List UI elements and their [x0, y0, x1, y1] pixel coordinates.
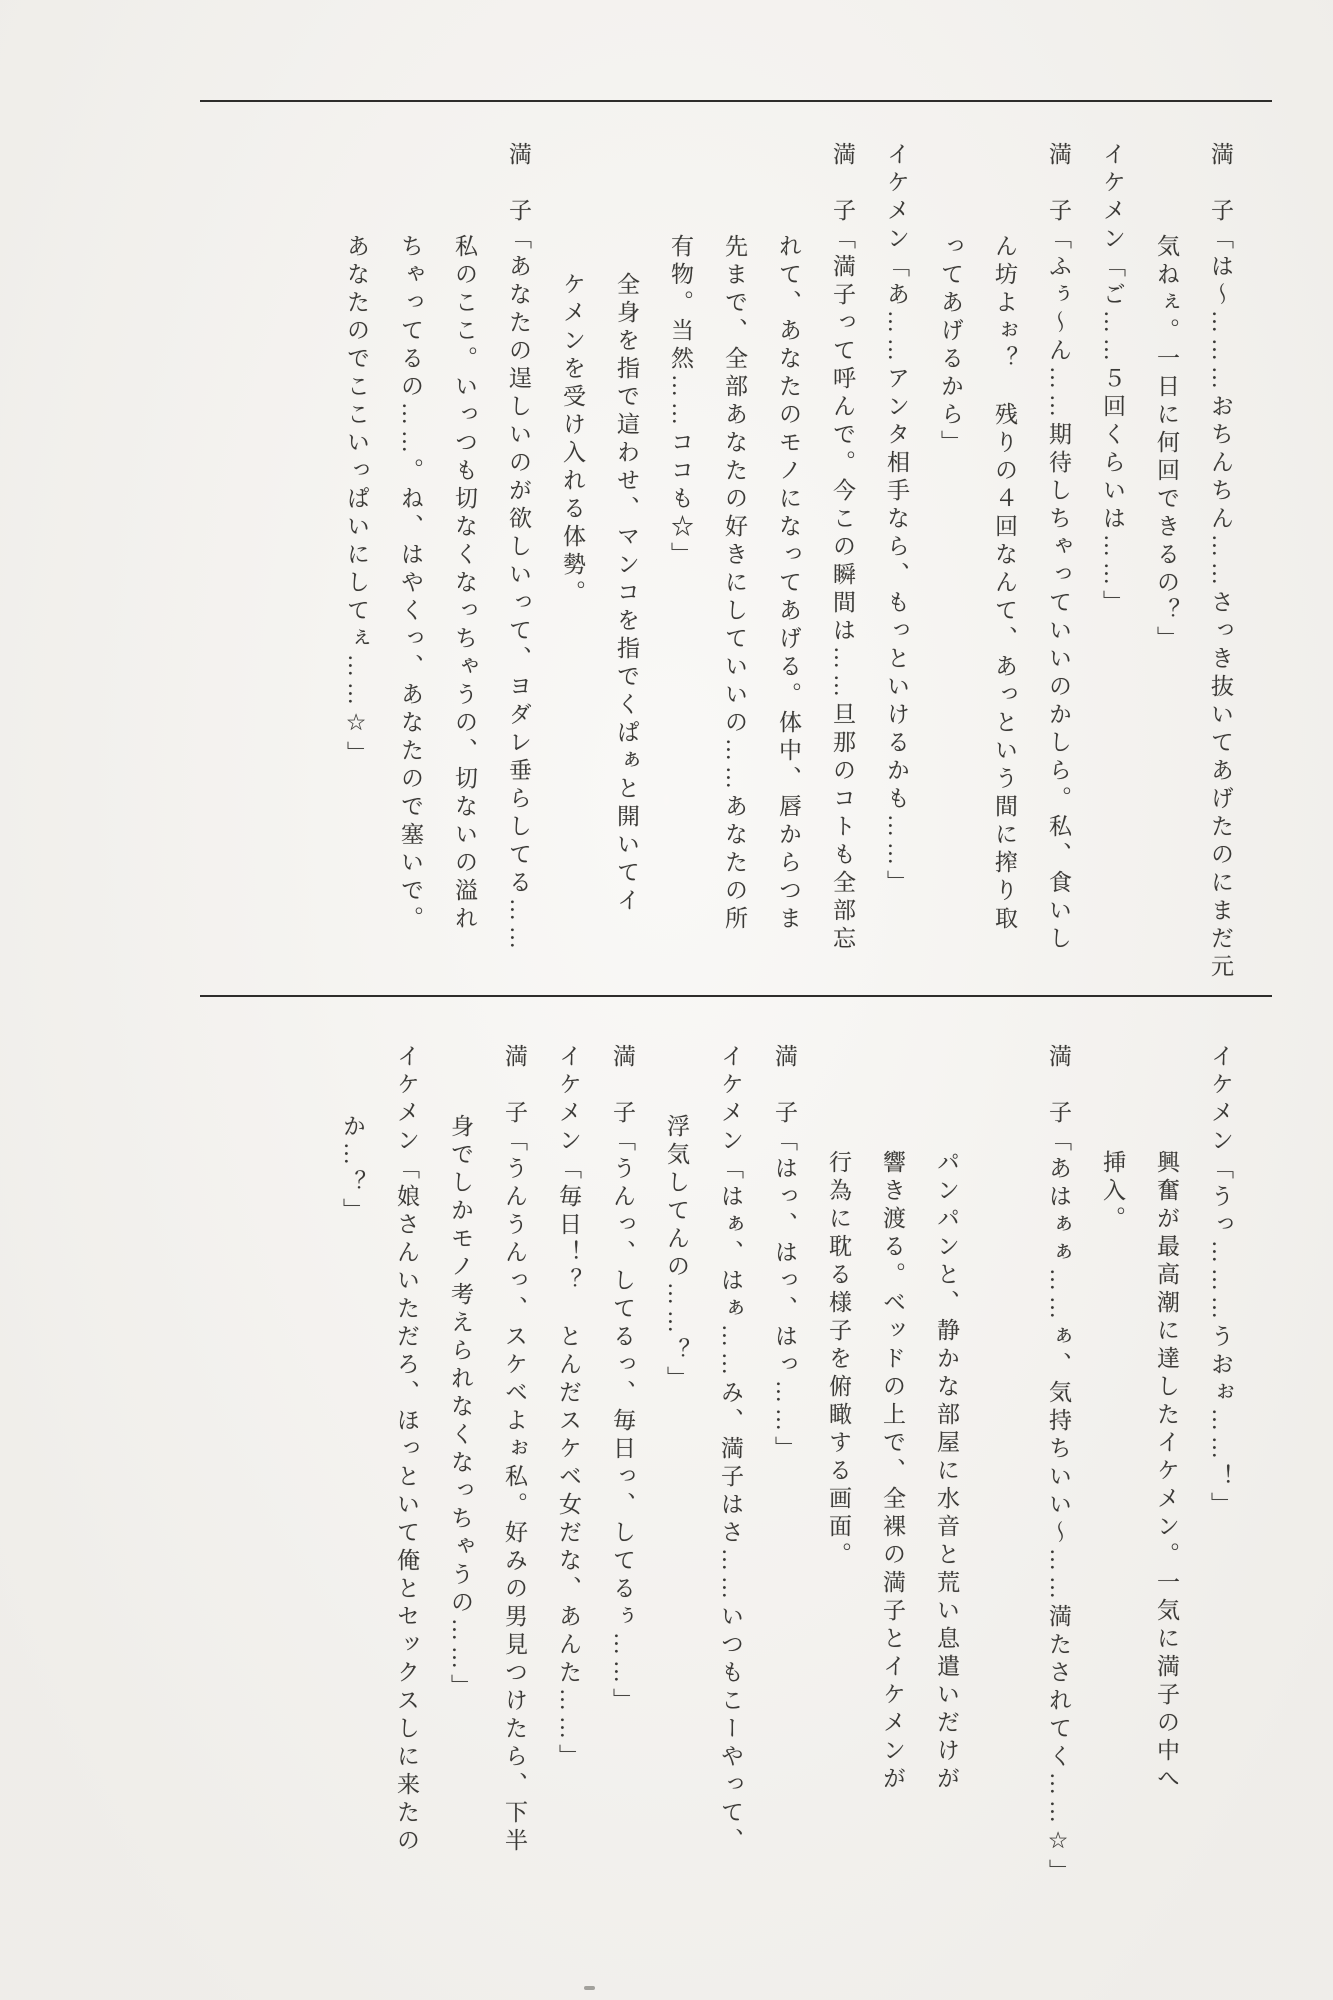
- dialogue-column: 身でしかモノ考えられなくなっちゃうの……」: [448, 1114, 473, 1702]
- narration-column: 行為に耽る様子を俯瞰する画面。: [826, 1150, 851, 1570]
- narration-column: 全身を指で這わせ、マンコを指でくぱぁと開いてイ: [614, 272, 639, 916]
- narration-column: ケメンを受け入れる体勢。: [560, 272, 585, 608]
- dialogue-column: 満 子「ふぅ～ん……期待しちゃっていいのかしら。私、食いし: [1046, 142, 1071, 954]
- dialogue-column: ん坊よぉ？ 残りの４回なんて、あっという間に搾り取: [992, 234, 1017, 934]
- narration-column: パンパンと、静かな部屋に水音と荒い息遣いだけが: [934, 1150, 959, 1794]
- script-section-lower: [230, 1012, 1232, 1972]
- dialogue-column: 私のここ。いっつも切なくなっちゃうの、切ないの溢れ: [452, 234, 477, 934]
- narration-column: 響き渡る。ベッドの上で、全裸の満子とイケメンが: [880, 1150, 905, 1794]
- dialogue-column: 満 子「はっ、はっ、はっ……」: [772, 1044, 797, 1464]
- dialogue-column: イケメン「はぁ、はぁ……み、満子はさ……いつもこーやって、: [718, 1044, 743, 1856]
- script-section-upper: [230, 112, 1232, 980]
- dialogue-column: れて、あなたのモノになってあげる。体中、唇からつま: [776, 234, 801, 934]
- dialogue-column: あなたのでここいっぱいにしてぇ……☆」: [344, 234, 369, 769]
- dialogue-column: ってあげるから」: [938, 234, 963, 458]
- section-divider-rule: [200, 995, 1272, 997]
- dialogue-column: 気ねぇ。一日に何回できるの？」: [1154, 234, 1179, 654]
- dialogue-column: 浮気してんの……？」: [664, 1114, 689, 1394]
- dialogue-column: ちゃってるの……。ね、はやくっ、あなたので塞いで。: [398, 234, 423, 934]
- dialogue-column: イケメン「あ……アンタ相手なら、もっといけるかも……」: [884, 142, 909, 898]
- dialogue-column: 満 子「満子って呼んで。今この瞬間は……旦那のコトも全部忘: [830, 142, 855, 954]
- dialogue-column: 満 子「あはぁぁ……ぁ、気持ちいい～……満たされてく……☆」: [1046, 1044, 1071, 1887]
- dialogue-column: イケメン「うっ………うおぉ……！」: [1208, 1044, 1233, 1520]
- narration-column: 挿入。: [1100, 1150, 1125, 1234]
- dialogue-column: イケメン「娘さんいただろ、ほっといて俺とセックスしに来たの: [394, 1044, 419, 1856]
- dialogue-column: 満 子「は～………おちんちん……さっき抜いてあげたのにまだ元: [1208, 142, 1233, 982]
- dialogue-column: イケメン「毎日！？ とんだスケベ女だな、あんた……」: [556, 1044, 581, 1772]
- page-bottom-mark: [584, 1986, 595, 1990]
- narration-column: 興奮が最高潮に達したイケメン。一気に満子の中へ: [1154, 1150, 1179, 1794]
- dialogue-column: 有物。当然……ココも☆」: [668, 234, 693, 570]
- dialogue-column: 先まで、全部あなたの好きにしていいの……あなたの所: [722, 234, 747, 934]
- dialogue-column: イケメン「ご……５回くらいは……」: [1100, 142, 1125, 618]
- dialogue-column: 満 子「あなたの逞しいのが欲しいって、ヨダレ垂らしてる……: [506, 142, 531, 954]
- dialogue-column: 満 子「うんっ、してるっ、毎日っ、してるぅ……」: [610, 1044, 635, 1716]
- dialogue-column: か…？」: [340, 1114, 365, 1226]
- top-rule: [200, 100, 1272, 102]
- dialogue-column: 満 子「うんうんっ、スケベよぉ私。好みの男見つけたら、下半: [502, 1044, 527, 1856]
